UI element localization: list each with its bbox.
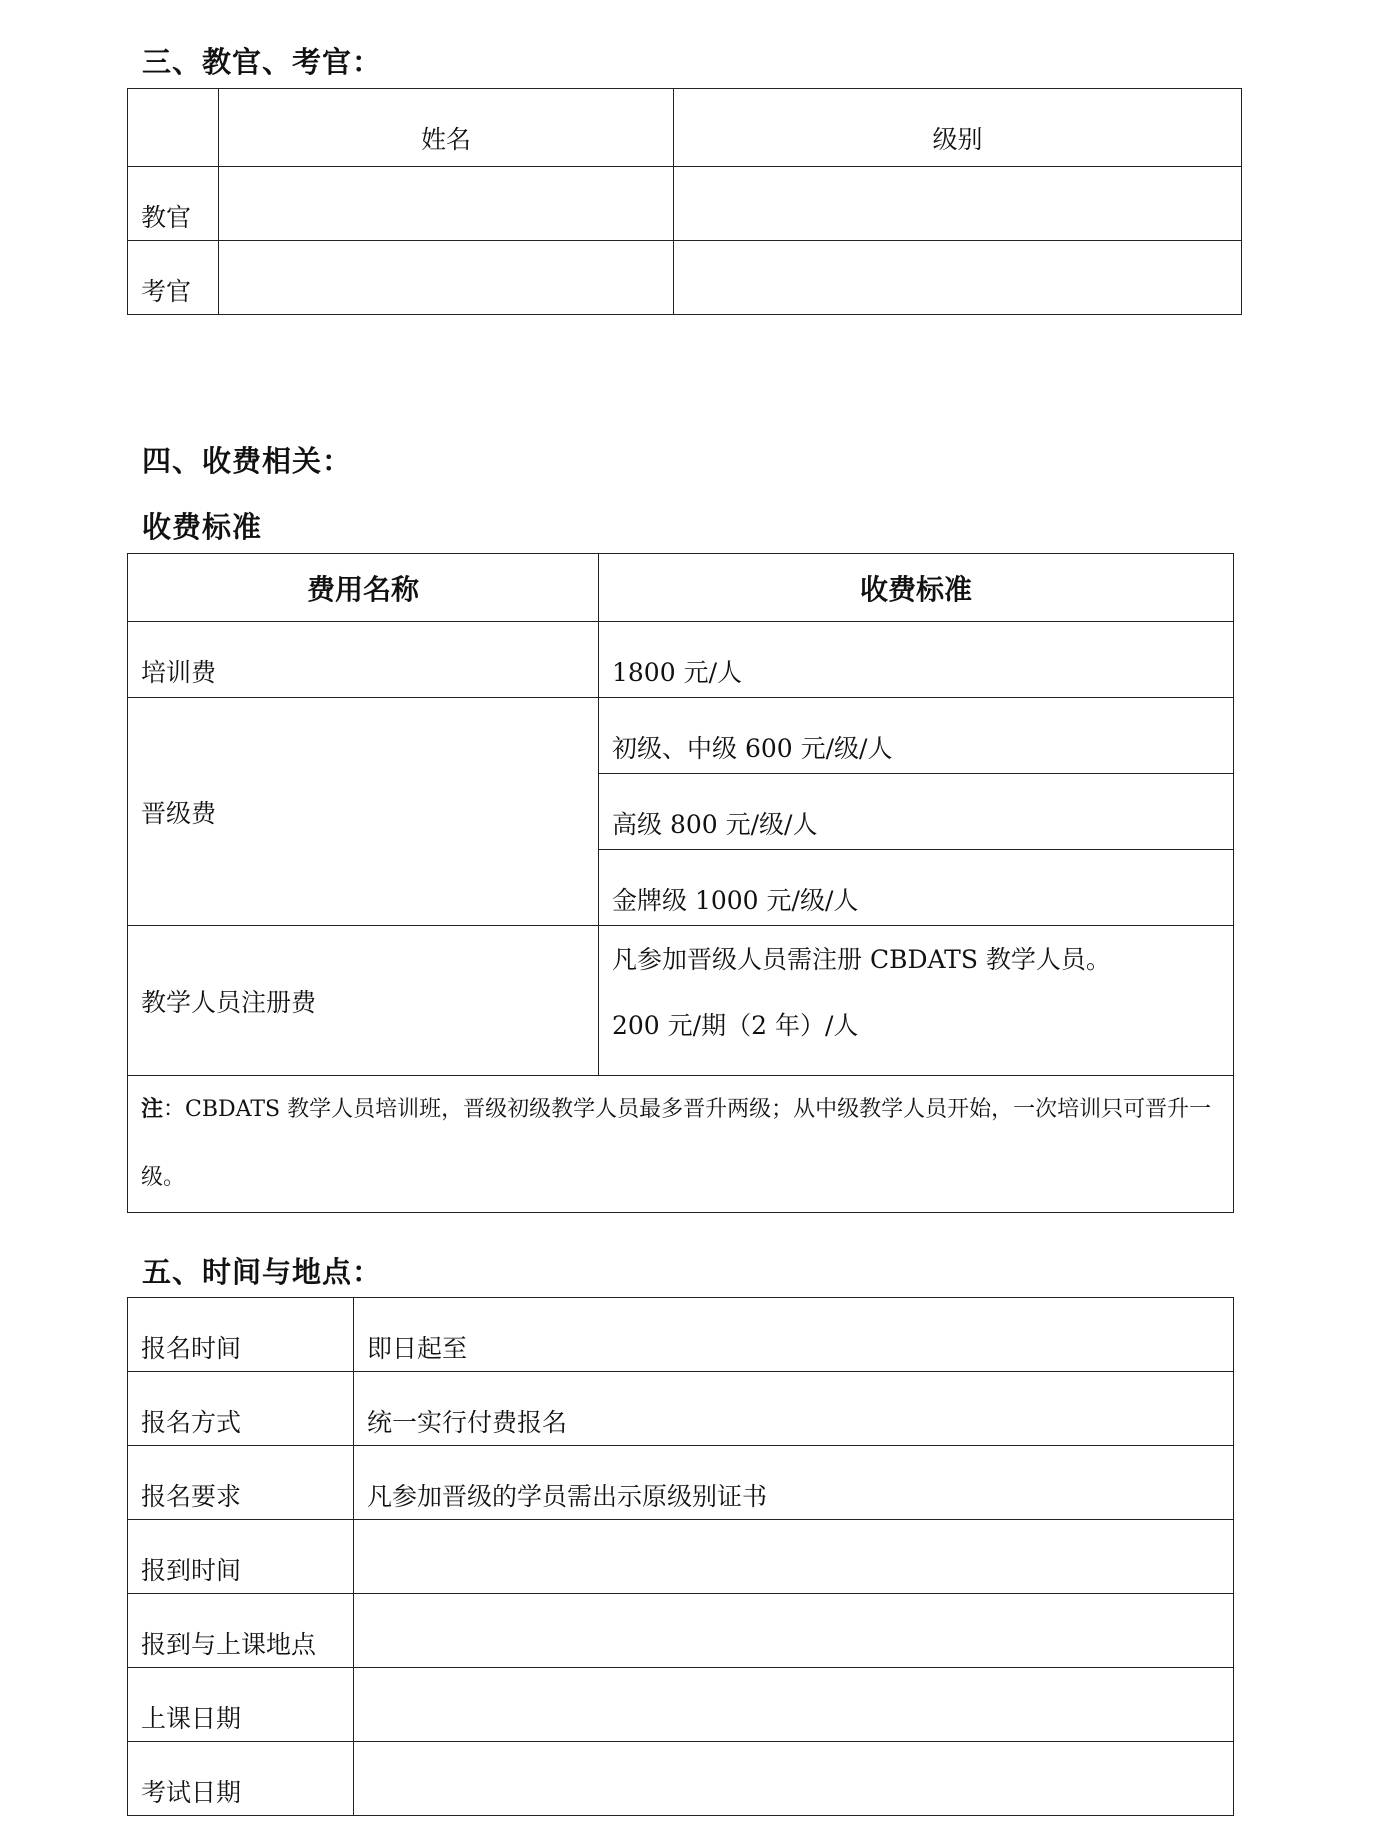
table-row — [128, 1520, 1234, 1594]
row-label-class-date: 上课日期 — [128, 1668, 354, 1742]
section5-heading: 五、时间与地点： — [142, 1255, 383, 1289]
row-label-exam-date: 考试日期 — [128, 1742, 354, 1816]
row-label-examiner: 考官 — [128, 241, 219, 315]
checkin-time-value[interactable] — [354, 1520, 1234, 1594]
signup-requirement-value: 凡参加晋级的学员需出示原级别证书 — [354, 1446, 1234, 1520]
exam-date-value[interactable] — [354, 1742, 1234, 1816]
signup-method-value: 统一实行付费报名 — [354, 1372, 1234, 1446]
note-text: ：CBDATS 教学人员培训班，晋级初级教学人员最多晋升两级；从中级教学人员开始，一次培训只可晋升一级。 — [141, 1097, 1212, 1190]
table-row — [128, 1594, 1234, 1668]
table-row — [128, 1668, 1234, 1742]
row-label-checkin-time: 报到时间 — [128, 1520, 354, 1594]
header-fee-standard: 收费标准 — [599, 554, 1234, 622]
instructor-level-cell[interactable] — [674, 167, 1242, 241]
promotion-fee-label: 晋级费 — [128, 698, 599, 926]
promotion-fee-gold: 金牌级 1000 元/级/人 — [599, 850, 1234, 926]
table-row — [128, 698, 1234, 774]
table-row — [128, 1076, 1234, 1213]
registration-price: 200 元/期（2 年）/人 — [612, 1011, 859, 1040]
registration-fee-label: 教学人员注册费 — [128, 926, 599, 1076]
table-header-row — [128, 554, 1234, 622]
class-date-value[interactable] — [354, 1668, 1234, 1742]
row-label-instructor: 教官 — [128, 167, 219, 241]
instructor-name-cell[interactable] — [219, 167, 674, 241]
time-location-table — [127, 1297, 1234, 1816]
row-label-checkin-location: 报到与上课地点 — [128, 1594, 354, 1668]
table-header-name: 姓名 — [219, 89, 674, 167]
table-row — [128, 167, 1242, 241]
table-row — [128, 241, 1242, 315]
training-fee-value: 1800 元/人 — [599, 622, 1234, 698]
registration-fee-value — [599, 926, 1234, 1076]
table-row — [128, 622, 1234, 698]
table-row — [128, 1298, 1234, 1372]
row-label-signup-time: 报名时间 — [128, 1298, 354, 1372]
table-row — [128, 926, 1234, 1076]
registration-requirement: 凡参加晋级人员需注册 CBDATS 教学人员。 — [612, 945, 1111, 974]
signup-time-value: 即日起至 — [354, 1298, 1234, 1372]
training-fee-label: 培训费 — [128, 622, 599, 698]
examiner-level-cell[interactable] — [674, 241, 1242, 315]
section4-heading: 四、收费相关： — [142, 444, 353, 478]
table-header-empty — [128, 89, 219, 167]
instructor-examiner-table — [127, 88, 1242, 315]
table-header-level: 级别 — [674, 89, 1242, 167]
row-label-signup-requirement: 报名要求 — [128, 1446, 354, 1520]
fee-table — [127, 553, 1234, 1213]
examiner-name-cell[interactable] — [219, 241, 674, 315]
checkin-location-value[interactable] — [354, 1594, 1234, 1668]
row-label-signup-method: 报名方式 — [128, 1372, 354, 1446]
promotion-fee-basic: 初级、中级 600 元/级/人 — [599, 698, 1234, 774]
table-row — [128, 1742, 1234, 1816]
note-label: 注 — [141, 1097, 164, 1122]
fee-note — [128, 1076, 1234, 1213]
table-row — [128, 1372, 1234, 1446]
section3-heading: 三、教官、考官： — [142, 45, 383, 79]
promotion-fee-advanced: 高级 800 元/级/人 — [599, 774, 1234, 850]
table-row — [128, 1446, 1234, 1520]
fee-standard-subheading: 收费标准 — [142, 510, 263, 544]
header-fee-name: 费用名称 — [128, 554, 599, 622]
table-header-row — [128, 89, 1242, 167]
